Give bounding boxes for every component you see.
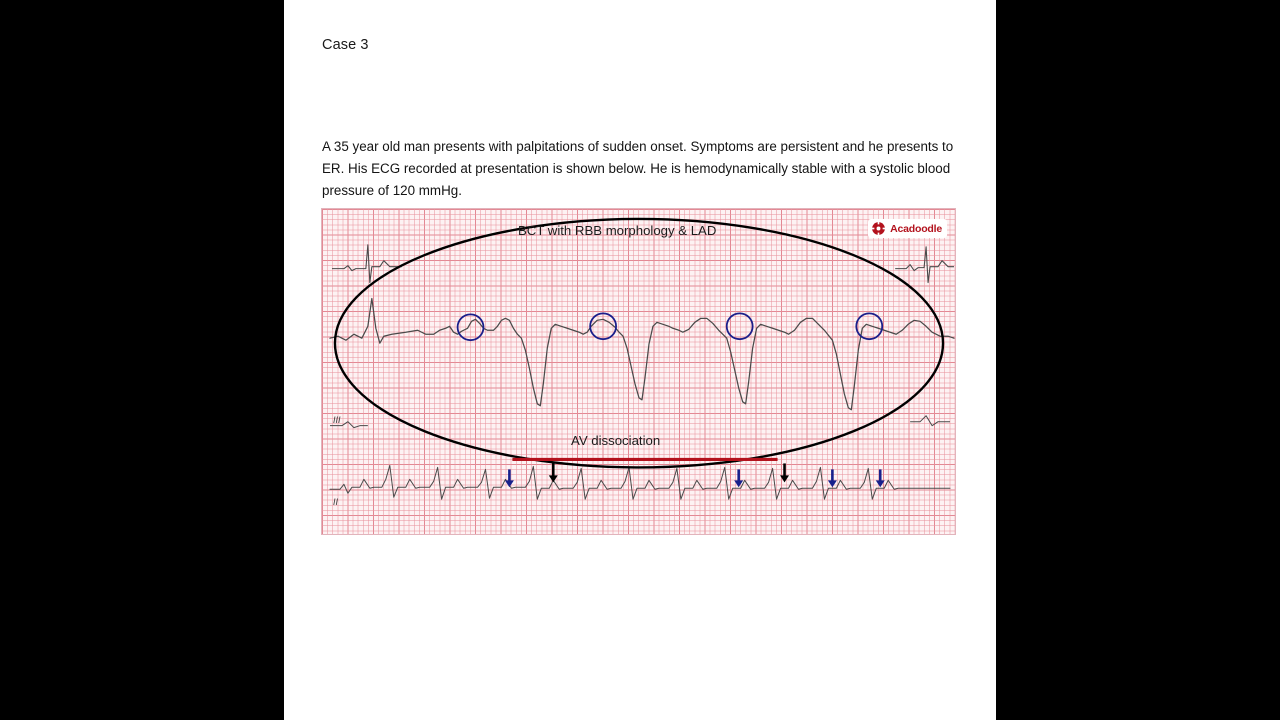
- annotation-av-dissociation: AV dissociation: [571, 433, 661, 448]
- ecg-image: [321, 208, 956, 535]
- slide-canvas: [284, 0, 996, 720]
- acadoodle-gear-icon: [871, 221, 886, 236]
- lead-label-iii: III: [333, 415, 341, 425]
- case-stem-text: A 35 year old man presents with palpitations of sudden onset. Symptoms are persistent and he presents to ER. His ECG recorded at presentation is shown below. He is hemodynamically stable with a systolic blood pressure of 120 mmHg.: [322, 139, 954, 198]
- annotation-bct: BCT with RBB morphology & LAD: [518, 223, 717, 238]
- acadoodle-logo: [868, 219, 947, 238]
- case-title: Case 3: [322, 37, 369, 53]
- acadoodle-logo-text: Acadoodle: [890, 222, 942, 235]
- ecg-traces: [322, 209, 955, 534]
- lead-label-ii: II: [333, 497, 339, 507]
- black-ellipse-highlight: [335, 219, 943, 467]
